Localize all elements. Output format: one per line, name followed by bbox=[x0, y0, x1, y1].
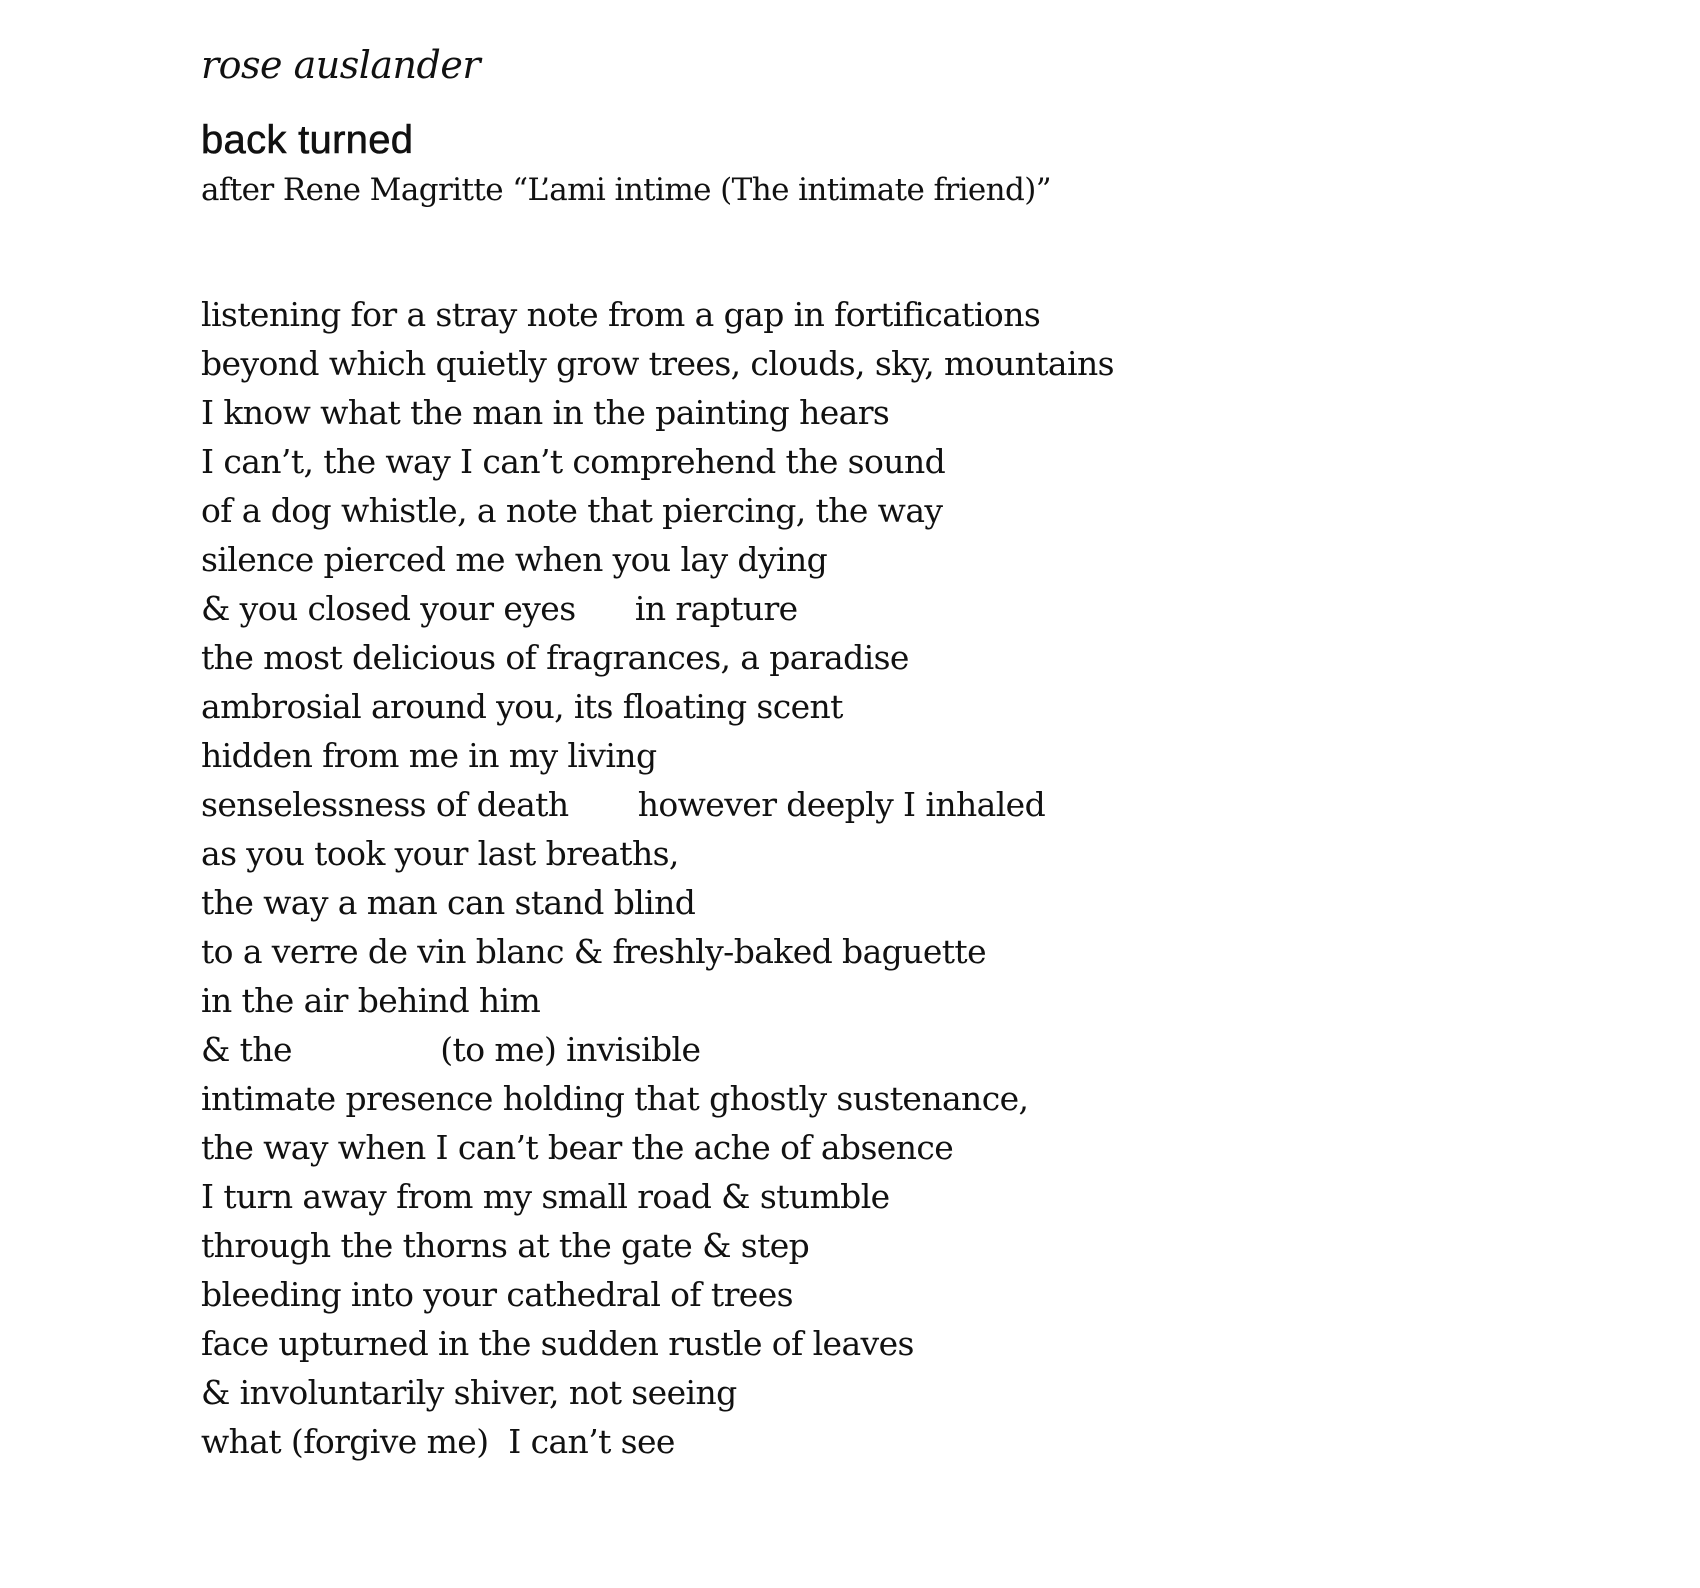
poem-line: & the (to me) invisible bbox=[201, 1030, 701, 1069]
poem-line: beyond which quietly grow trees, clouds, sky, mountains bbox=[201, 344, 1114, 383]
poem-dedication: after Rene Magritte “L’ami intime (The intimate friend)” bbox=[201, 172, 1051, 208]
poem-line: through the thorns at the gate & step bbox=[201, 1226, 810, 1265]
poem-line: senselessness of death however deeply I inhaled bbox=[201, 785, 1046, 824]
poem-line: listening for a stray note from a gap in fortifications bbox=[201, 295, 1041, 334]
poem-line: silence pierced me when you lay dying bbox=[201, 540, 828, 579]
poem-line: I know what the man in the painting hears bbox=[201, 393, 890, 432]
poem-body bbox=[201, 290, 1501, 1466]
poem-line: the way a man can stand blind bbox=[201, 883, 696, 922]
poem-line: as you took your last breaths, bbox=[201, 834, 679, 873]
poem-title: back turned bbox=[201, 118, 414, 162]
poem-line: I turn away from my small road & stumble bbox=[201, 1177, 890, 1216]
poem-line: face upturned in the sudden rustle of leaves bbox=[201, 1324, 914, 1363]
poem-line: & involuntarily shiver, not seeing bbox=[201, 1373, 737, 1412]
poem-line: the way when I can’t bear the ache of absence bbox=[201, 1128, 954, 1167]
poem-line: in the air behind him bbox=[201, 981, 541, 1020]
poem-line: I can’t, the way I can’t comprehend the sound bbox=[201, 442, 946, 481]
poem-line: bleeding into your cathedral of trees bbox=[201, 1275, 793, 1314]
poem-line: intimate presence holding that ghostly sustenance, bbox=[201, 1079, 1029, 1118]
poem-line: hidden from me in my living bbox=[201, 736, 657, 775]
poem-line: the most delicious of fragrances, a paradise bbox=[201, 638, 909, 677]
poem-page bbox=[201, 38, 1501, 1466]
author-name: rose auslander bbox=[201, 43, 481, 87]
poem-line: & you closed your eyes in rapture bbox=[201, 589, 798, 628]
poem-line: to a verre de vin blanc & freshly-baked baguette bbox=[201, 932, 987, 971]
poem-line: of a dog whistle, a note that piercing, the way bbox=[201, 491, 943, 530]
poem-line: what (forgive me) I can’t see bbox=[201, 1422, 675, 1461]
poem-line: ambrosial around you, its floating scent bbox=[201, 687, 843, 726]
